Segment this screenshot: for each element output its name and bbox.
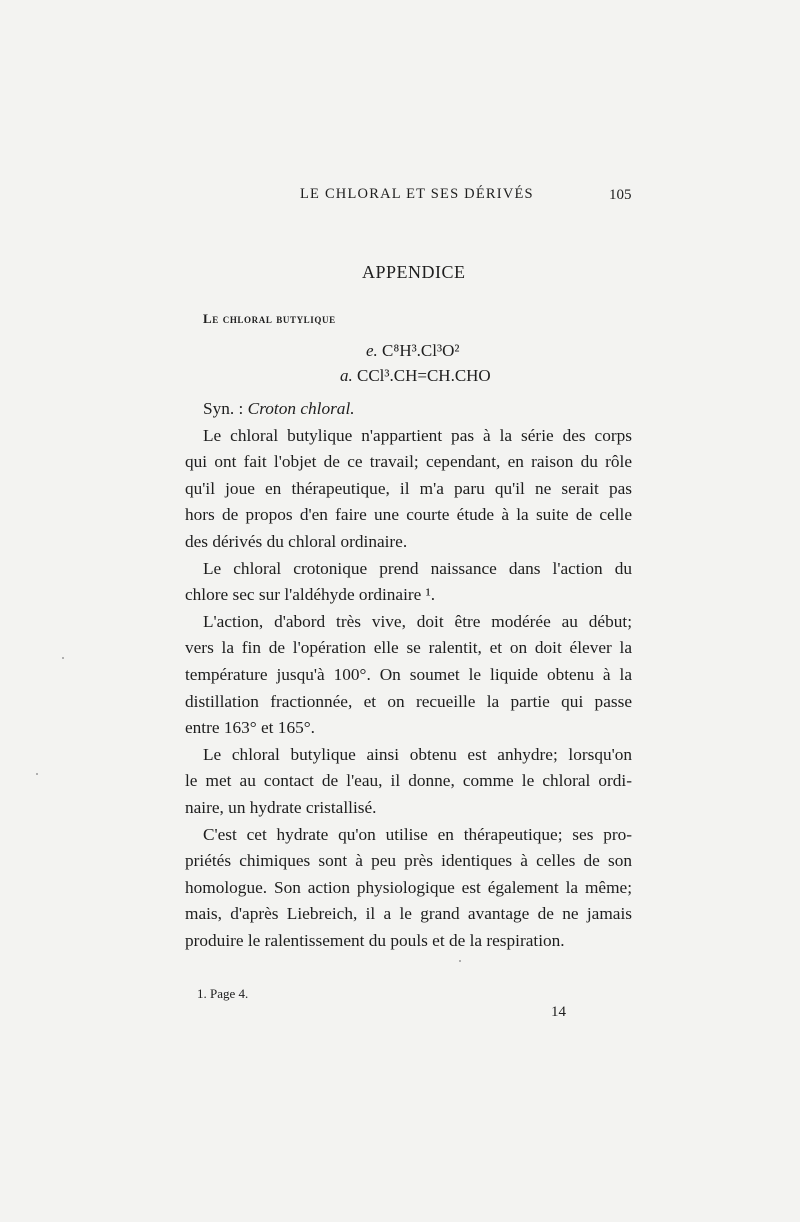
synonym-label: Syn. : — [203, 399, 244, 418]
text-line: Le chloral butylique n'appartient pas à la série des corps — [203, 425, 632, 445]
subsection-title: Le chloral butylique — [203, 311, 336, 326]
paper-speck — [62, 657, 64, 659]
footnote: 1. Page 4. — [197, 986, 249, 1001]
text-line: L'action, d'abord très vive, doit être modérée au début; — [203, 611, 632, 631]
formula-atomic-prefix: a. — [340, 366, 353, 385]
text-line: priétés chimiques sont à peu près identiques à celles de son — [185, 851, 632, 871]
text-line: qu'il joue en thérapeutique, il m'a paru qu'il ne serait pas — [185, 478, 632, 498]
text-line: hors de propos d'en faire une courte étude à la suite de celle — [185, 505, 632, 525]
text-line: mais, d'après Liebreich, il a le grand avantage de ne jamais — [185, 904, 632, 924]
text-line: Le chloral butylique ainsi obtenu est anhydre; lorsqu'on — [203, 744, 632, 764]
running-head: LE CHLORAL ET SES DÉRIVÉS — [300, 186, 534, 202]
body-text — [185, 396, 632, 954]
text-line: chlore sec sur l'aldéhyde ordinaire ¹. — [185, 585, 436, 605]
text-line: des dérivés du chloral ordinaire. — [185, 531, 408, 551]
text-line: entre 163° et 165°. — [185, 718, 315, 738]
paper-speck — [459, 960, 461, 962]
formula-atomic — [340, 366, 491, 386]
synonym-line — [185, 396, 632, 423]
page-number: 105 — [609, 187, 632, 203]
paper-speck — [36, 773, 38, 775]
text-line: naire, un hydrate cristallisé. — [185, 797, 377, 817]
formula-equivalent-text: C⁸H³.Cl³O² — [382, 341, 460, 360]
synonym-name: Croton chloral. — [247, 399, 355, 418]
text-line: température jusqu'à 100°. On soumet le liquide obtenu à la — [185, 664, 632, 684]
text-line: C'est cet hydrate qu'on utilise en thérapeutique; ses pro- — [203, 824, 632, 844]
text-line: Le chloral crotonique prend naissance dans l'action du — [203, 558, 632, 578]
text-line: homologue. Son action physiologique est également la même; — [185, 877, 632, 897]
text-line: produire le ralentissement du pouls et de la respiration. — [185, 930, 565, 950]
text-line: vers la fin de l'opération elle se ralentit, et on doit élever la — [185, 638, 632, 658]
text-line: distillation fractionnée, et on recueille la partie qui passe — [185, 691, 632, 711]
section-title: APPENDICE — [362, 262, 466, 282]
signature-mark: 14 — [551, 1004, 566, 1020]
text-line: qui ont fait l'objet de ce travail; cependant, en raison du rôle — [185, 452, 632, 472]
formula-equivalent-prefix: e. — [366, 341, 378, 360]
formula-atomic-text: CCl³.CH=CH.CHO — [357, 366, 491, 385]
formula-equivalent — [366, 341, 459, 361]
text-line: le met au contact de l'eau, il donne, comme le chloral ordi- — [185, 771, 632, 791]
